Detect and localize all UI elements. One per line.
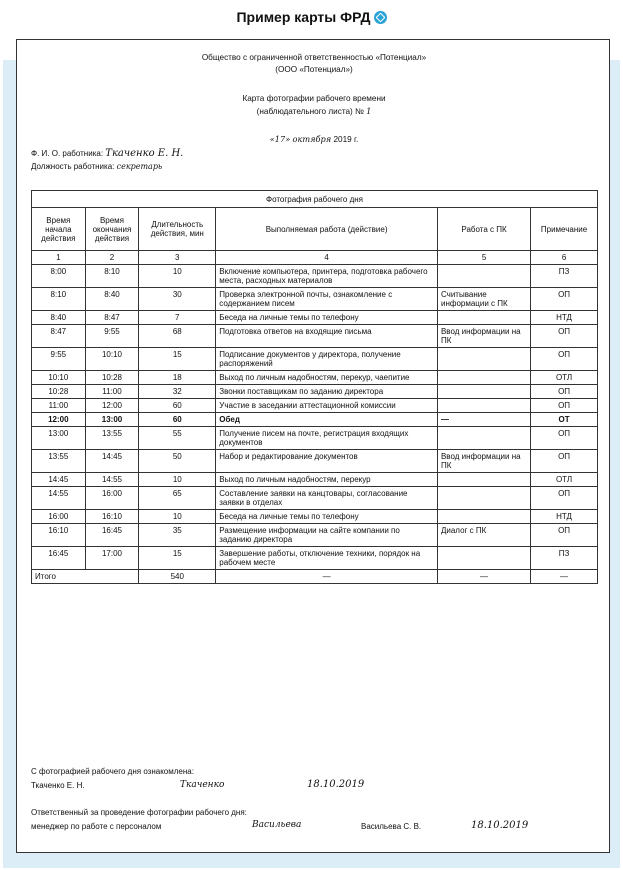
table-row — [32, 524, 598, 547]
resp-label: Ответственный за проведение фотографии рабочего дня: — [31, 808, 247, 817]
org-short-name: (ООО «Потенциал») — [275, 65, 353, 74]
cell-end: 9:55 — [85, 325, 139, 348]
table-row — [32, 487, 598, 510]
cell-start: 10:28 — [32, 385, 86, 399]
info-badge-icon — [374, 11, 387, 24]
cell-end: 17:00 — [85, 547, 139, 570]
cell-duration: 10 — [139, 265, 216, 288]
date-quote-close: » — [285, 134, 291, 144]
cell-pc — [437, 265, 530, 288]
table-row — [32, 311, 598, 325]
table-row — [32, 325, 598, 348]
cell-start: 10:10 — [32, 371, 86, 385]
cell-work: Беседа на личные темы по телефону — [216, 311, 438, 325]
cell-start: 8:47 — [32, 325, 86, 348]
ack-label: С фотографией рабочего дня ознакомлена: — [31, 767, 194, 776]
cell-note: ПЗ — [531, 547, 598, 570]
resp-signature: Васильева — [252, 820, 302, 830]
cell-pc: Диалог с ПК — [437, 524, 530, 547]
cell-note: ОП — [531, 385, 598, 399]
table-row — [32, 371, 598, 385]
date-month: октября — [292, 134, 332, 144]
cell-duration: 60 — [139, 399, 216, 413]
cell-work: Включение компьютера, принтера, подготовка рабочего места, расходных материалов — [216, 265, 438, 288]
header-start: Время начала действия — [32, 208, 86, 251]
header-work: Выполняемая работа (действие) — [216, 208, 438, 251]
cell-end: 12:00 — [85, 399, 139, 413]
employee-position-row — [31, 162, 162, 171]
cell-end: 13:55 — [85, 427, 139, 450]
header-pc: Работа с ПК — [437, 208, 530, 251]
employee-position-label: Должность работника: — [31, 162, 115, 171]
cell-start: 9:55 — [32, 348, 86, 371]
table-row — [32, 510, 598, 524]
table-row — [32, 547, 598, 570]
cell-end: 14:45 — [85, 450, 139, 473]
cell-start: 14:45 — [32, 473, 86, 487]
cell-pc — [437, 399, 530, 413]
cell-work: Завершение работы, отключение техники, порядок на рабочем месте — [216, 547, 438, 570]
org-name: Общество с ограниченной ответственностью «Потенциал» — [201, 53, 427, 62]
cell-duration: 10 — [139, 510, 216, 524]
cell-pc — [437, 348, 530, 371]
cell-work: Составление заявки на канцтовары, согласование заявки в отделах — [216, 487, 438, 510]
employee-name-label: Ф. И. О. работника: — [31, 149, 104, 158]
cell-note: ОТ — [531, 413, 598, 427]
cell-work: Участие в заседании аттестационной комиссии — [216, 399, 438, 413]
page-title — [0, 9, 623, 25]
cell-end: 8:47 — [85, 311, 139, 325]
date-quote-open: « — [269, 134, 275, 144]
cell-start: 12:00 — [32, 413, 86, 427]
cell-work: Подготовка ответов на входящие письма — [216, 325, 438, 348]
cell-end: 10:10 — [85, 348, 139, 371]
total-pc: — — [437, 570, 530, 584]
cell-start: 13:55 — [32, 450, 86, 473]
cell-note: НТД — [531, 311, 598, 325]
cell-duration: 7 — [139, 311, 216, 325]
cell-pc — [437, 371, 530, 385]
cell-duration: 68 — [139, 325, 216, 348]
cell-duration: 15 — [139, 348, 216, 371]
cell-start: 11:00 — [32, 399, 86, 413]
cell-duration: 35 — [139, 524, 216, 547]
cell-start: 13:00 — [32, 427, 86, 450]
table-row — [32, 288, 598, 311]
resp-position: менеджер по работе с персоналом — [31, 822, 162, 831]
cell-pc: Ввод информации на ПК — [437, 325, 530, 348]
cell-end: 16:10 — [85, 510, 139, 524]
cell-duration: 18 — [139, 371, 216, 385]
total-work: — — [216, 570, 438, 584]
cell-end: 11:00 — [85, 385, 139, 399]
cell-work: Звонки поставщикам по заданию директора — [216, 385, 438, 399]
header-duration: Длительность действия, мин — [139, 208, 216, 251]
cell-note: ОП — [531, 524, 598, 547]
cell-note: ОП — [531, 325, 598, 348]
cell-pc — [437, 385, 530, 399]
header-end: Время окончания действия — [85, 208, 139, 251]
cell-end: 16:00 — [85, 487, 139, 510]
card-subtitle-text: (наблюдательного листа) № — [256, 107, 364, 116]
column-number: 5 — [437, 251, 530, 265]
cell-note: ОП — [531, 487, 598, 510]
page-title-text: Пример карты ФРД — [236, 9, 371, 25]
card-date — [17, 133, 611, 146]
cell-start: 8:00 — [32, 265, 86, 288]
employee-name-value: Ткаченко Е. Н. — [105, 148, 184, 159]
table-row — [32, 450, 598, 473]
resp-date: 18.10.2019 — [471, 820, 529, 831]
employee-name-row — [31, 148, 183, 159]
cell-pc — [437, 510, 530, 524]
cell-work: Беседа на личные темы по телефону — [216, 510, 438, 524]
cell-work: Проверка электронной почты, ознакомление с содержанием писем — [216, 288, 438, 311]
cell-note: ОТЛ — [531, 473, 598, 487]
date-year: 2019 г. — [333, 135, 359, 144]
ack-date: 18.10.2019 — [307, 779, 365, 790]
cell-start: 16:10 — [32, 524, 86, 547]
cell-note: ПЗ — [531, 265, 598, 288]
cell-pc — [437, 547, 530, 570]
column-number: 4 — [216, 251, 438, 265]
card-subtitle — [17, 105, 611, 118]
column-number: 3 — [139, 251, 216, 265]
table-number-row — [32, 251, 598, 265]
document-sheet — [16, 39, 610, 853]
cell-pc: Ввод информации на ПК — [437, 450, 530, 473]
table-row — [32, 473, 598, 487]
total-duration: 540 — [139, 570, 216, 584]
total-label: Итого — [32, 570, 139, 584]
cell-note: ОП — [531, 427, 598, 450]
cell-end: 8:40 — [85, 288, 139, 311]
cell-duration: 65 — [139, 487, 216, 510]
cell-duration: 15 — [139, 547, 216, 570]
cell-note: ОТЛ — [531, 371, 598, 385]
cell-note: ОП — [531, 288, 598, 311]
ack-signature: Ткаченко — [180, 780, 225, 790]
cell-work: Подписание документов у директора, получение распоряжений — [216, 348, 438, 371]
column-number: 6 — [531, 251, 598, 265]
cell-duration: 30 — [139, 288, 216, 311]
total-note: — — [531, 570, 598, 584]
cell-duration: 50 — [139, 450, 216, 473]
cell-note: ОП — [531, 348, 598, 371]
table-row — [32, 399, 598, 413]
cell-work: Размещение информации на сайте компании по заданию директора — [216, 524, 438, 547]
cell-note: ОП — [531, 399, 598, 413]
cell-start: 16:45 — [32, 547, 86, 570]
resp-name: Васильева С. В. — [361, 822, 422, 831]
ack-name: Ткаченко Е. Н. — [31, 781, 85, 790]
cell-duration: 10 — [139, 473, 216, 487]
cell-end: 14:55 — [85, 473, 139, 487]
cell-end: 16:45 — [85, 524, 139, 547]
column-number: 2 — [85, 251, 139, 265]
cell-pc — [437, 473, 530, 487]
cell-start: 16:00 — [32, 510, 86, 524]
cell-work: Выход по личным надобностям, перекур — [216, 473, 438, 487]
cell-end: 10:28 — [85, 371, 139, 385]
employee-position-value: секретарь — [116, 162, 163, 171]
table-caption: Фотография рабочего дня — [32, 191, 598, 208]
card-title: Карта фотографии рабочего времени — [242, 94, 386, 103]
cell-work: Выход по личным надобностям, перекур, чаепитие — [216, 371, 438, 385]
cell-note: НТД — [531, 510, 598, 524]
cell-duration: 60 — [139, 413, 216, 427]
cell-work: Обед — [216, 413, 438, 427]
cell-start: 8:10 — [32, 288, 86, 311]
cell-end: 13:00 — [85, 413, 139, 427]
cell-duration: 55 — [139, 427, 216, 450]
date-day: 17 — [274, 134, 286, 144]
photo-table — [31, 190, 598, 584]
cell-duration: 32 — [139, 385, 216, 399]
table-caption-row — [32, 191, 598, 208]
table-row — [32, 265, 598, 288]
table-row — [32, 348, 598, 371]
cell-end: 8:10 — [85, 265, 139, 288]
table-header-row — [32, 208, 598, 251]
cell-work: Набор и редактирование документов — [216, 450, 438, 473]
table-row — [32, 427, 598, 450]
column-number: 1 — [32, 251, 86, 265]
header-note: Примечание — [531, 208, 598, 251]
card-number: 1 — [366, 106, 372, 116]
cell-pc: — — [437, 413, 530, 427]
table-row — [32, 413, 598, 427]
cell-note: ОП — [531, 450, 598, 473]
cell-pc — [437, 427, 530, 450]
cell-work: Получение писем на почте, регистрация входящих документов — [216, 427, 438, 450]
cell-start: 14:55 — [32, 487, 86, 510]
cell-pc — [437, 487, 530, 510]
cell-pc: Считывание информации с ПК — [437, 288, 530, 311]
cell-start: 8:40 — [32, 311, 86, 325]
table-total-row — [32, 570, 598, 584]
table-row — [32, 385, 598, 399]
cell-pc — [437, 311, 530, 325]
